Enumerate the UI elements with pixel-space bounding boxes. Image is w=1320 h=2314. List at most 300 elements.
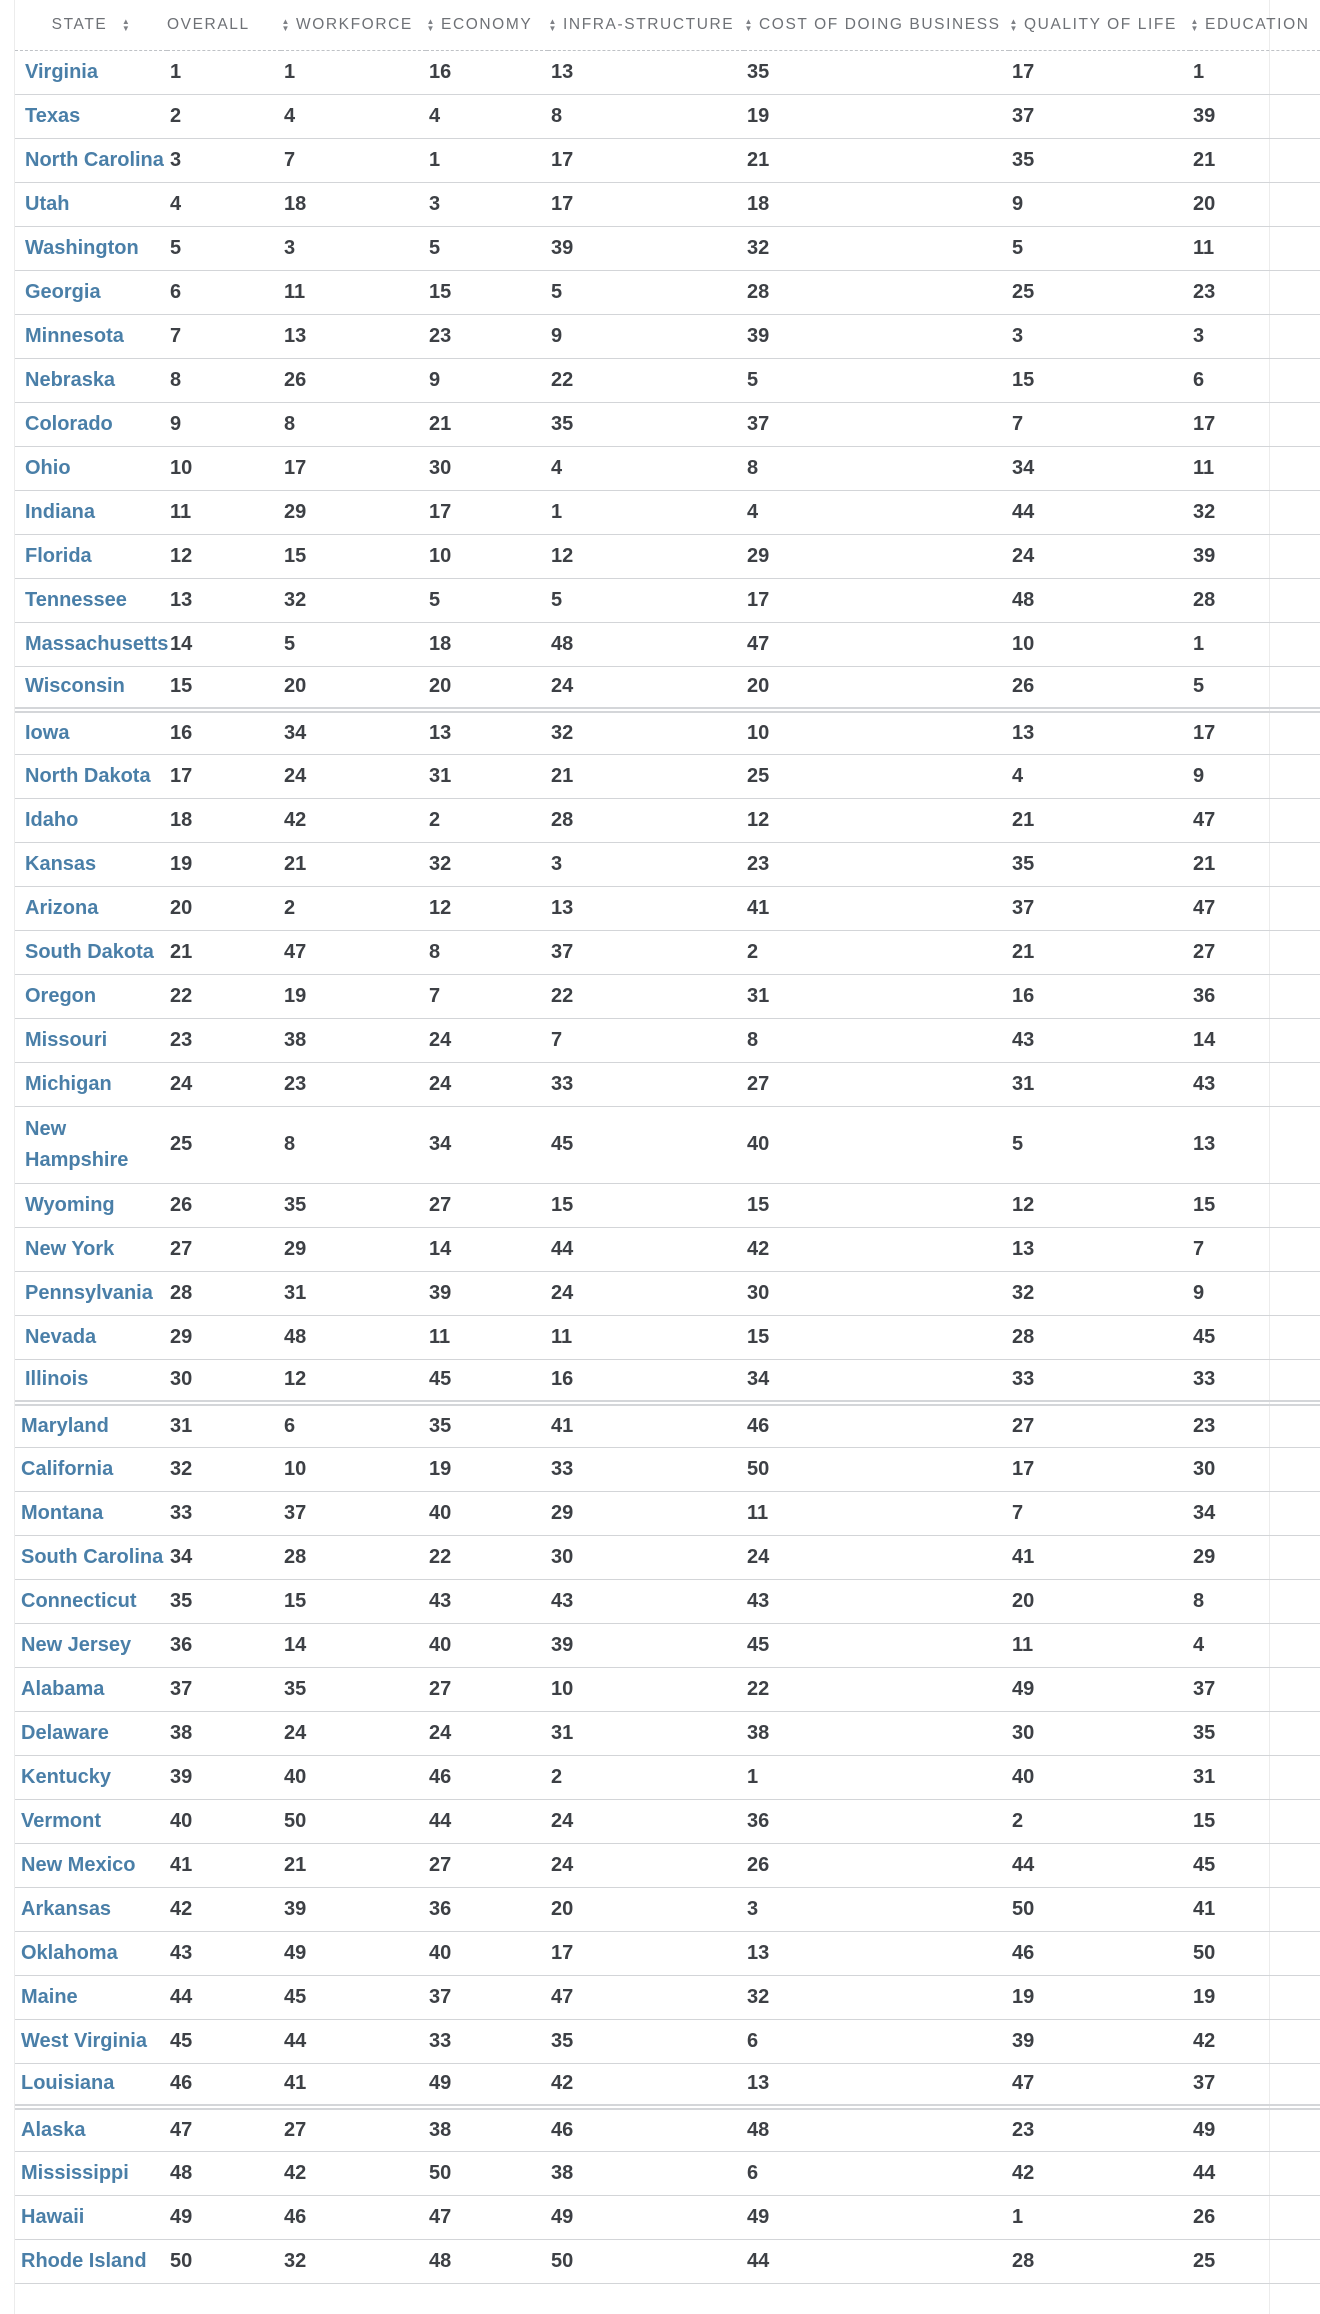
education-rank-cell: 20	[1190, 182, 1320, 226]
state-name-link[interactable]: Virginia	[15, 50, 167, 94]
state-name-link[interactable]: California	[15, 1447, 167, 1491]
workforce-rank-cell: 42	[281, 798, 426, 842]
column-header-label: INFRA-STRUCTURE	[563, 15, 735, 33]
cost-rank-cell: 3	[744, 1887, 1009, 1931]
education-rank-cell: 15	[1190, 1799, 1320, 1843]
workforce-rank-cell: 50	[281, 1799, 426, 1843]
economy-rank-cell: 40	[426, 1491, 548, 1535]
table-row	[15, 1447, 1320, 1491]
state-name-link[interactable]: Nevada	[15, 1315, 167, 1359]
infrastructure-rank-cell: 3	[548, 842, 744, 886]
overall-rank-cell: 22	[167, 974, 281, 1018]
cost-rank-cell: 13	[744, 1931, 1009, 1975]
education-rank-cell: 42	[1190, 2019, 1320, 2063]
column-header-quality-of-life[interactable]	[1009, 0, 1190, 50]
state-name-link[interactable]: New Hampshire	[15, 1106, 167, 1183]
economy-rank-cell: 35	[426, 1403, 548, 1447]
overall-rank-cell: 32	[167, 1447, 281, 1491]
rankings-table-container[interactable]	[14, 0, 1310, 2314]
infrastructure-rank-cell: 47	[548, 1975, 744, 2019]
overall-rank-cell: 27	[167, 1227, 281, 1271]
overall-rank-cell: 7	[167, 314, 281, 358]
education-rank-cell: 8	[1190, 1579, 1320, 1623]
quality-rank-cell: 21	[1009, 798, 1190, 842]
cost-rank-cell: 6	[744, 2151, 1009, 2195]
state-name-link[interactable]: Kentucky	[15, 1755, 167, 1799]
table-row	[15, 578, 1320, 622]
education-rank-cell: 35	[1190, 1711, 1320, 1755]
state-name-link[interactable]: Michigan	[15, 1062, 167, 1106]
overall-rank-cell: 1	[167, 50, 281, 94]
overall-rank-cell: 21	[167, 930, 281, 974]
state-name-link[interactable]: North Carolina	[15, 138, 167, 182]
infrastructure-rank-cell: 41	[548, 1403, 744, 1447]
state-name-link[interactable]: Idaho	[15, 798, 167, 842]
cost-rank-cell: 20	[744, 666, 1009, 710]
state-name-link[interactable]: Arizona	[15, 886, 167, 930]
state-name-link[interactable]: Vermont	[15, 1799, 167, 1843]
overall-rank-cell: 39	[167, 1755, 281, 1799]
infrastructure-rank-cell: 24	[548, 1799, 744, 1843]
state-name-link[interactable]: Wisconsin	[15, 666, 167, 710]
table-row	[15, 2239, 1320, 2283]
cost-rank-cell: 13	[744, 2063, 1009, 2107]
state-name-link[interactable]: Alabama	[15, 1667, 167, 1711]
education-rank-cell: 21	[1190, 138, 1320, 182]
table-row	[15, 94, 1320, 138]
education-rank-cell: 1	[1190, 50, 1320, 94]
quality-rank-cell: 50	[1009, 1887, 1190, 1931]
workforce-rank-cell: 11	[281, 270, 426, 314]
overall-rank-cell: 20	[167, 886, 281, 930]
state-name-link[interactable]: Alaska	[15, 2107, 167, 2151]
state-name-link[interactable]: Mississippi	[15, 2151, 167, 2195]
infrastructure-rank-cell: 2	[548, 1755, 744, 1799]
economy-rank-cell: 38	[426, 2107, 548, 2151]
cost-rank-cell: 42	[744, 1227, 1009, 1271]
overall-rank-cell: 3	[167, 138, 281, 182]
state-name-link[interactable]: Delaware	[15, 1711, 167, 1755]
quality-rank-cell: 40	[1009, 1755, 1190, 1799]
overall-rank-cell: 2	[167, 94, 281, 138]
economy-rank-cell: 27	[426, 1183, 548, 1227]
overall-rank-cell: 29	[167, 1315, 281, 1359]
education-rank-cell: 28	[1190, 578, 1320, 622]
education-rank-cell: 5	[1190, 666, 1320, 710]
workforce-rank-cell: 18	[281, 182, 426, 226]
quality-rank-cell: 30	[1009, 1711, 1190, 1755]
table-row	[15, 886, 1320, 930]
quality-rank-cell: 34	[1009, 446, 1190, 490]
economy-rank-cell: 5	[426, 226, 548, 270]
state-name-link[interactable]: Georgia	[15, 270, 167, 314]
cost-rank-cell: 8	[744, 446, 1009, 490]
cost-rank-cell: 24	[744, 1535, 1009, 1579]
workforce-rank-cell: 21	[281, 1843, 426, 1887]
infrastructure-rank-cell: 17	[548, 182, 744, 226]
economy-rank-cell: 50	[426, 2151, 548, 2195]
infrastructure-rank-cell: 38	[548, 2151, 744, 2195]
cost-rank-cell: 32	[744, 226, 1009, 270]
economy-rank-cell: 1	[426, 138, 548, 182]
workforce-rank-cell: 15	[281, 1579, 426, 1623]
infrastructure-rank-cell: 31	[548, 1711, 744, 1755]
infrastructure-rank-cell: 11	[548, 1315, 744, 1359]
quality-rank-cell: 49	[1009, 1667, 1190, 1711]
table-row	[15, 2195, 1320, 2239]
infrastructure-rank-cell: 44	[548, 1227, 744, 1271]
column-header-overall[interactable]	[167, 0, 281, 50]
column-header-infrastructure[interactable]	[548, 0, 744, 50]
overall-rank-cell: 12	[167, 534, 281, 578]
cost-rank-cell: 38	[744, 1711, 1009, 1755]
state-name-link[interactable]: South Dakota	[15, 930, 167, 974]
education-rank-cell: 25	[1190, 2239, 1320, 2283]
economy-rank-cell: 27	[426, 1667, 548, 1711]
workforce-rank-cell: 1	[281, 50, 426, 94]
infrastructure-rank-cell: 24	[548, 1271, 744, 1315]
infrastructure-rank-cell: 7	[548, 1018, 744, 1062]
table-row	[15, 1887, 1320, 1931]
infrastructure-rank-cell: 8	[548, 94, 744, 138]
infrastructure-rank-cell: 15	[548, 1183, 744, 1227]
state-name-link[interactable]: Montana	[15, 1491, 167, 1535]
overall-rank-cell: 49	[167, 2195, 281, 2239]
economy-rank-cell: 45	[426, 1359, 548, 1403]
column-header-cost-of-doing-business[interactable]	[744, 0, 1009, 50]
state-name-link[interactable]: South Carolina	[15, 1535, 167, 1579]
state-name-link[interactable]: Missouri	[15, 1018, 167, 1062]
sort-arrows-icon[interactable]: ▲ ▼	[281, 16, 290, 33]
column-header-label: QUALITY OF LIFE	[1024, 15, 1177, 33]
economy-rank-cell: 39	[426, 1271, 548, 1315]
column-header-state[interactable]	[15, 0, 167, 50]
sort-arrows-icon[interactable]: ▲ ▼	[744, 16, 753, 33]
workforce-rank-cell: 37	[281, 1491, 426, 1535]
overall-rank-cell: 25	[167, 1106, 281, 1183]
infrastructure-rank-cell: 50	[548, 2239, 744, 2283]
column-header-workforce[interactable]	[281, 0, 426, 50]
cost-rank-cell: 27	[744, 1062, 1009, 1106]
overall-rank-cell: 23	[167, 1018, 281, 1062]
state-name-link[interactable]: Iowa	[15, 710, 167, 754]
state-name-link[interactable]: Oregon	[15, 974, 167, 1018]
infrastructure-rank-cell: 13	[548, 50, 744, 94]
overall-rank-cell: 45	[167, 2019, 281, 2063]
quality-rank-cell: 48	[1009, 578, 1190, 622]
table-row	[15, 2107, 1320, 2151]
education-rank-cell: 11	[1190, 446, 1320, 490]
workforce-rank-cell: 39	[281, 1887, 426, 1931]
cost-rank-cell: 47	[744, 622, 1009, 666]
workforce-rank-cell: 34	[281, 710, 426, 754]
infrastructure-rank-cell: 24	[548, 666, 744, 710]
overall-rank-cell: 40	[167, 1799, 281, 1843]
state-name-link[interactable]: Oklahoma	[15, 1931, 167, 1975]
workforce-rank-cell: 24	[281, 1711, 426, 1755]
workforce-rank-cell: 32	[281, 2239, 426, 2283]
state-name-link[interactable]: Arkansas	[15, 1887, 167, 1931]
sort-arrows-icon[interactable]: ▲ ▼	[1009, 16, 1018, 33]
economy-rank-cell: 3	[426, 182, 548, 226]
quality-rank-cell: 11	[1009, 1623, 1190, 1667]
table-row	[15, 314, 1320, 358]
state-name-link[interactable]: Louisiana	[15, 2063, 167, 2107]
workforce-rank-cell: 28	[281, 1535, 426, 1579]
education-rank-cell: 23	[1190, 270, 1320, 314]
state-name-link[interactable]: Pennsylvania	[15, 1271, 167, 1315]
infrastructure-rank-cell: 48	[548, 622, 744, 666]
quality-rank-cell: 37	[1009, 886, 1190, 930]
table-row	[15, 1623, 1320, 1667]
cost-rank-cell: 39	[744, 314, 1009, 358]
state-name-link[interactable]: Utah	[15, 182, 167, 226]
economy-rank-cell: 24	[426, 1018, 548, 1062]
table-row	[15, 1271, 1320, 1315]
quality-rank-cell: 32	[1009, 1271, 1190, 1315]
economy-rank-cell: 12	[426, 886, 548, 930]
table-row	[15, 1183, 1320, 1227]
column-header-education[interactable]	[1190, 0, 1320, 50]
overall-rank-cell: 4	[167, 182, 281, 226]
cost-rank-cell: 19	[744, 94, 1009, 138]
column-header-economy[interactable]	[426, 0, 548, 50]
economy-rank-cell: 11	[426, 1315, 548, 1359]
economy-rank-cell: 16	[426, 50, 548, 94]
table-row	[15, 534, 1320, 578]
overall-rank-cell: 41	[167, 1843, 281, 1887]
table-row	[15, 1843, 1320, 1887]
state-name-link[interactable]: Indiana	[15, 490, 167, 534]
education-rank-cell: 26	[1190, 2195, 1320, 2239]
workforce-rank-cell: 49	[281, 1931, 426, 1975]
cost-rank-cell: 28	[744, 270, 1009, 314]
cost-rank-cell: 49	[744, 2195, 1009, 2239]
overall-rank-cell: 19	[167, 842, 281, 886]
education-rank-cell: 45	[1190, 1843, 1320, 1887]
economy-rank-cell: 31	[426, 754, 548, 798]
infrastructure-rank-cell: 5	[548, 578, 744, 622]
overall-rank-cell: 34	[167, 1535, 281, 1579]
infrastructure-rank-cell: 21	[548, 754, 744, 798]
overall-rank-cell: 31	[167, 1403, 281, 1447]
state-name-link[interactable]: Tennessee	[15, 578, 167, 622]
state-name-link[interactable]: Minnesota	[15, 314, 167, 358]
state-name-link[interactable]: Wyoming	[15, 1183, 167, 1227]
state-rankings-table	[15, 0, 1320, 2284]
state-name-link[interactable]: Illinois	[15, 1359, 167, 1403]
state-name-link[interactable]: Texas	[15, 94, 167, 138]
cost-rank-cell: 10	[744, 710, 1009, 754]
table-row	[15, 1359, 1320, 1403]
quality-rank-cell: 13	[1009, 1227, 1190, 1271]
overall-rank-cell: 38	[167, 1711, 281, 1755]
education-rank-cell: 39	[1190, 94, 1320, 138]
cost-rank-cell: 35	[744, 50, 1009, 94]
infrastructure-rank-cell: 28	[548, 798, 744, 842]
state-name-link[interactable]: Washington	[15, 226, 167, 270]
infrastructure-rank-cell: 30	[548, 1535, 744, 1579]
education-rank-cell: 47	[1190, 798, 1320, 842]
state-name-link[interactable]: Connecticut	[15, 1579, 167, 1623]
cost-rank-cell: 18	[744, 182, 1009, 226]
workforce-rank-cell: 35	[281, 1667, 426, 1711]
infrastructure-rank-cell: 32	[548, 710, 744, 754]
workforce-rank-cell: 15	[281, 534, 426, 578]
sort-arrows-icon[interactable]: ▲ ▼	[1190, 16, 1199, 33]
table-row	[15, 2019, 1320, 2063]
cost-rank-cell: 17	[744, 578, 1009, 622]
education-rank-cell: 3	[1190, 314, 1320, 358]
cost-rank-cell: 23	[744, 842, 1009, 886]
education-rank-cell: 34	[1190, 1491, 1320, 1535]
overall-rank-cell: 44	[167, 1975, 281, 2019]
table-row	[15, 1667, 1320, 1711]
overall-rank-cell: 37	[167, 1667, 281, 1711]
table-body	[15, 50, 1320, 2283]
workforce-rank-cell: 5	[281, 622, 426, 666]
state-name-link[interactable]: Maryland	[15, 1403, 167, 1447]
state-name-link[interactable]: New Mexico	[15, 1843, 167, 1887]
workforce-rank-cell: 46	[281, 2195, 426, 2239]
workforce-rank-cell: 20	[281, 666, 426, 710]
workforce-rank-cell: 48	[281, 1315, 426, 1359]
workforce-rank-cell: 4	[281, 94, 426, 138]
infrastructure-rank-cell: 33	[548, 1447, 744, 1491]
table-row	[15, 842, 1320, 886]
education-rank-cell: 17	[1190, 402, 1320, 446]
table-row	[15, 1799, 1320, 1843]
overall-rank-cell: 42	[167, 1887, 281, 1931]
state-name-link[interactable]: Rhode Island	[15, 2239, 167, 2283]
table-row	[15, 50, 1320, 94]
state-name-link[interactable]: Hawaii	[15, 2195, 167, 2239]
overall-rank-cell: 35	[167, 1579, 281, 1623]
overall-rank-cell: 16	[167, 710, 281, 754]
infrastructure-rank-cell: 49	[548, 2195, 744, 2239]
economy-rank-cell: 22	[426, 1535, 548, 1579]
quality-rank-cell: 46	[1009, 1931, 1190, 1975]
table-row	[15, 2151, 1320, 2195]
state-name-link[interactable]: Florida	[15, 534, 167, 578]
economy-rank-cell: 15	[426, 270, 548, 314]
quality-rank-cell: 16	[1009, 974, 1190, 1018]
infrastructure-rank-cell: 37	[548, 930, 744, 974]
quality-rank-cell: 27	[1009, 1403, 1190, 1447]
overall-rank-cell: 24	[167, 1062, 281, 1106]
workforce-rank-cell: 45	[281, 1975, 426, 2019]
workforce-rank-cell: 17	[281, 446, 426, 490]
infrastructure-rank-cell: 29	[548, 1491, 744, 1535]
workforce-rank-cell: 26	[281, 358, 426, 402]
table-row	[15, 1975, 1320, 2019]
workforce-rank-cell: 44	[281, 2019, 426, 2063]
education-rank-cell: 15	[1190, 1183, 1320, 1227]
state-name-link[interactable]: Kansas	[15, 842, 167, 886]
column-header-label: WORKFORCE	[296, 15, 413, 33]
workforce-rank-cell: 27	[281, 2107, 426, 2151]
education-rank-cell: 49	[1190, 2107, 1320, 2151]
table-row	[15, 666, 1320, 710]
workforce-rank-cell: 19	[281, 974, 426, 1018]
table-row	[15, 1106, 1320, 1183]
workforce-rank-cell: 31	[281, 1271, 426, 1315]
cost-rank-cell: 44	[744, 2239, 1009, 2283]
sort-arrows-icon[interactable]: ▲ ▼	[121, 16, 130, 33]
cost-rank-cell: 15	[744, 1315, 1009, 1359]
quality-rank-cell: 5	[1009, 226, 1190, 270]
workforce-rank-cell: 42	[281, 2151, 426, 2195]
state-name-link[interactable]: New Jersey	[15, 1623, 167, 1667]
state-name-link[interactable]: Colorado	[15, 402, 167, 446]
infrastructure-rank-cell: 16	[548, 1359, 744, 1403]
cost-rank-cell: 31	[744, 974, 1009, 1018]
cost-rank-cell: 46	[744, 1403, 1009, 1447]
cost-rank-cell: 11	[744, 1491, 1009, 1535]
column-header-label: ECONOMY	[441, 15, 533, 33]
economy-rank-cell: 10	[426, 534, 548, 578]
education-rank-cell: 45	[1190, 1315, 1320, 1359]
workforce-rank-cell: 8	[281, 402, 426, 446]
overall-rank-cell: 18	[167, 798, 281, 842]
education-rank-cell: 21	[1190, 842, 1320, 886]
quality-rank-cell: 24	[1009, 534, 1190, 578]
quality-rank-cell: 17	[1009, 1447, 1190, 1491]
workforce-rank-cell: 7	[281, 138, 426, 182]
education-rank-cell: 33	[1190, 1359, 1320, 1403]
infrastructure-rank-cell: 17	[548, 1931, 744, 1975]
state-name-link[interactable]: Maine	[15, 1975, 167, 2019]
cost-rank-cell: 8	[744, 1018, 1009, 1062]
infrastructure-rank-cell: 39	[548, 226, 744, 270]
column-header-label: COST OF DOING BUSINESS	[759, 15, 1001, 33]
overall-rank-cell: 30	[167, 1359, 281, 1403]
column-header-label: STATE	[51, 15, 108, 33]
education-rank-cell: 29	[1190, 1535, 1320, 1579]
workforce-rank-cell: 29	[281, 1227, 426, 1271]
state-name-link[interactable]: West Virginia	[15, 2019, 167, 2063]
quality-rank-cell: 37	[1009, 94, 1190, 138]
education-rank-cell: 6	[1190, 358, 1320, 402]
quality-rank-cell: 41	[1009, 1535, 1190, 1579]
state-name-link[interactable]: New York	[15, 1227, 167, 1271]
overall-rank-cell: 43	[167, 1931, 281, 1975]
economy-rank-cell: 40	[426, 1623, 548, 1667]
quality-rank-cell: 3	[1009, 314, 1190, 358]
quality-rank-cell: 28	[1009, 2239, 1190, 2283]
quality-rank-cell: 28	[1009, 1315, 1190, 1359]
economy-rank-cell: 8	[426, 930, 548, 974]
table-row	[15, 1931, 1320, 1975]
table-row	[15, 358, 1320, 402]
state-name-link[interactable]: Massachusetts	[15, 622, 167, 666]
state-name-link[interactable]: North Dakota	[15, 754, 167, 798]
workforce-rank-cell: 3	[281, 226, 426, 270]
quality-rank-cell: 9	[1009, 182, 1190, 226]
economy-rank-cell: 27	[426, 1843, 548, 1887]
cost-rank-cell: 4	[744, 490, 1009, 534]
sort-arrows-icon[interactable]: ▲ ▼	[426, 16, 435, 33]
overall-rank-cell: 28	[167, 1271, 281, 1315]
sort-arrows-icon[interactable]: ▲ ▼	[548, 16, 557, 33]
economy-rank-cell: 5	[426, 578, 548, 622]
infrastructure-rank-cell: 43	[548, 1579, 744, 1623]
workforce-rank-cell: 12	[281, 1359, 426, 1403]
cost-rank-cell: 15	[744, 1183, 1009, 1227]
state-name-link[interactable]: Ohio	[15, 446, 167, 490]
state-name-link[interactable]: Nebraska	[15, 358, 167, 402]
economy-rank-cell: 43	[426, 1579, 548, 1623]
